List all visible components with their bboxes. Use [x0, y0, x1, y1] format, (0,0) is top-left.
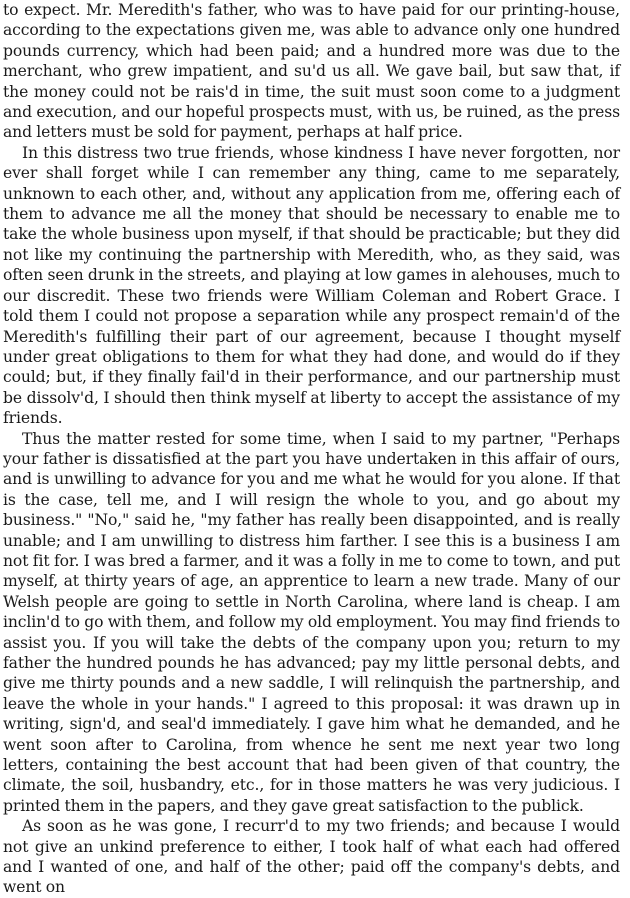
paragraph-3: Thus the matter rested for some time, when I said to my partner, "Perhaps your father is dissatisfied at the part you have undertaken in this affair of ours, and is unwilling to advance for you and me what he would for you alone. If that is the case, tell me, and I will resign the whole to you, and go about my business." "No," said he, "my father has really been disappointed, and is really unable; and I am unwilling to distress him farther. I see this is a business I am not fit for. I was bred a farmer, and it was a folly in me to come to town, and put myself, at thirty years of age, an apprentice to learn a new trade. Many of our Welsh people are going to settle in North Carolina, where land is cheap. I am inclin'd to go with them, and follow my old employment. You may find friends to assist you. If you will take the debts of the company upon you; return to my father the hundred pounds he has advanced; pay my little personal debts, and give me thirty pounds and a new saddle, I will relinquish the partnership, and leave the whole in your hands." I agreed to this proposal: it was drawn up in writing, sign'd, and seal'd immediately. I gave him what he demanded, and he went soon after to Carolina, from whence he sent me next year two long letters, containing the best account that had been given of that country, the climate, the soil, husbandry, etc., for in those matters he was very judicious. I printed them in the papers, and they gave great satisfaction to the publick. — [3, 429, 620, 815]
paragraph-4: As soon as he was gone, I recurr'd to my two friends; and because I would not give an unkind preference to either, I took half of what each had offered and I wanted of one, and half of the other; paid off the company's debts, and went on — [3, 817, 620, 897]
document-page — [3, 0, 620, 898]
paragraph-1: to expect. Mr. Meredith's father, who was to have paid for our printing-house, according to the expectations given me, was able to advance only one hundred pounds currency, which had been paid; and a hundred more was due to the merchant, who grew impatient, and su'd us all. We gave bail, but saw that, if the money could not be rais'd in time, the suit must soon come to a judgment and execution, and our hopeful prospects must, with us, be ruined, as the press and letters must be sold for payment, perhaps at half price. — [3, 1, 620, 142]
paragraph-2: In this distress two true friends, whose kindness I have never forgotten, nor ever shall forget while I can remember any thing, came to me separately, unknown to each other, and, without any application from me, offering each of them to advance me all the money that should be necessary to enable me to take the whole business upon myself, if that should be practicable; but they did not like my continuing the partnership with Meredith, who, as they said, was often seen drunk in the streets, and playing at low games in alehouses, much to our discredit. These two friends were William Coleman and Robert Grace. I told them I could not propose a separation while any prospect remain'd of the Meredith's fulfilling their part of our agreement, because I thought myself under great obligations to them for what they had done, and would do if they could; but, if they finally fail'd in their performance, and our partnership must be dissolv'd, I should then think myself at liberty to accept the assistance of my friends. — [3, 143, 620, 428]
